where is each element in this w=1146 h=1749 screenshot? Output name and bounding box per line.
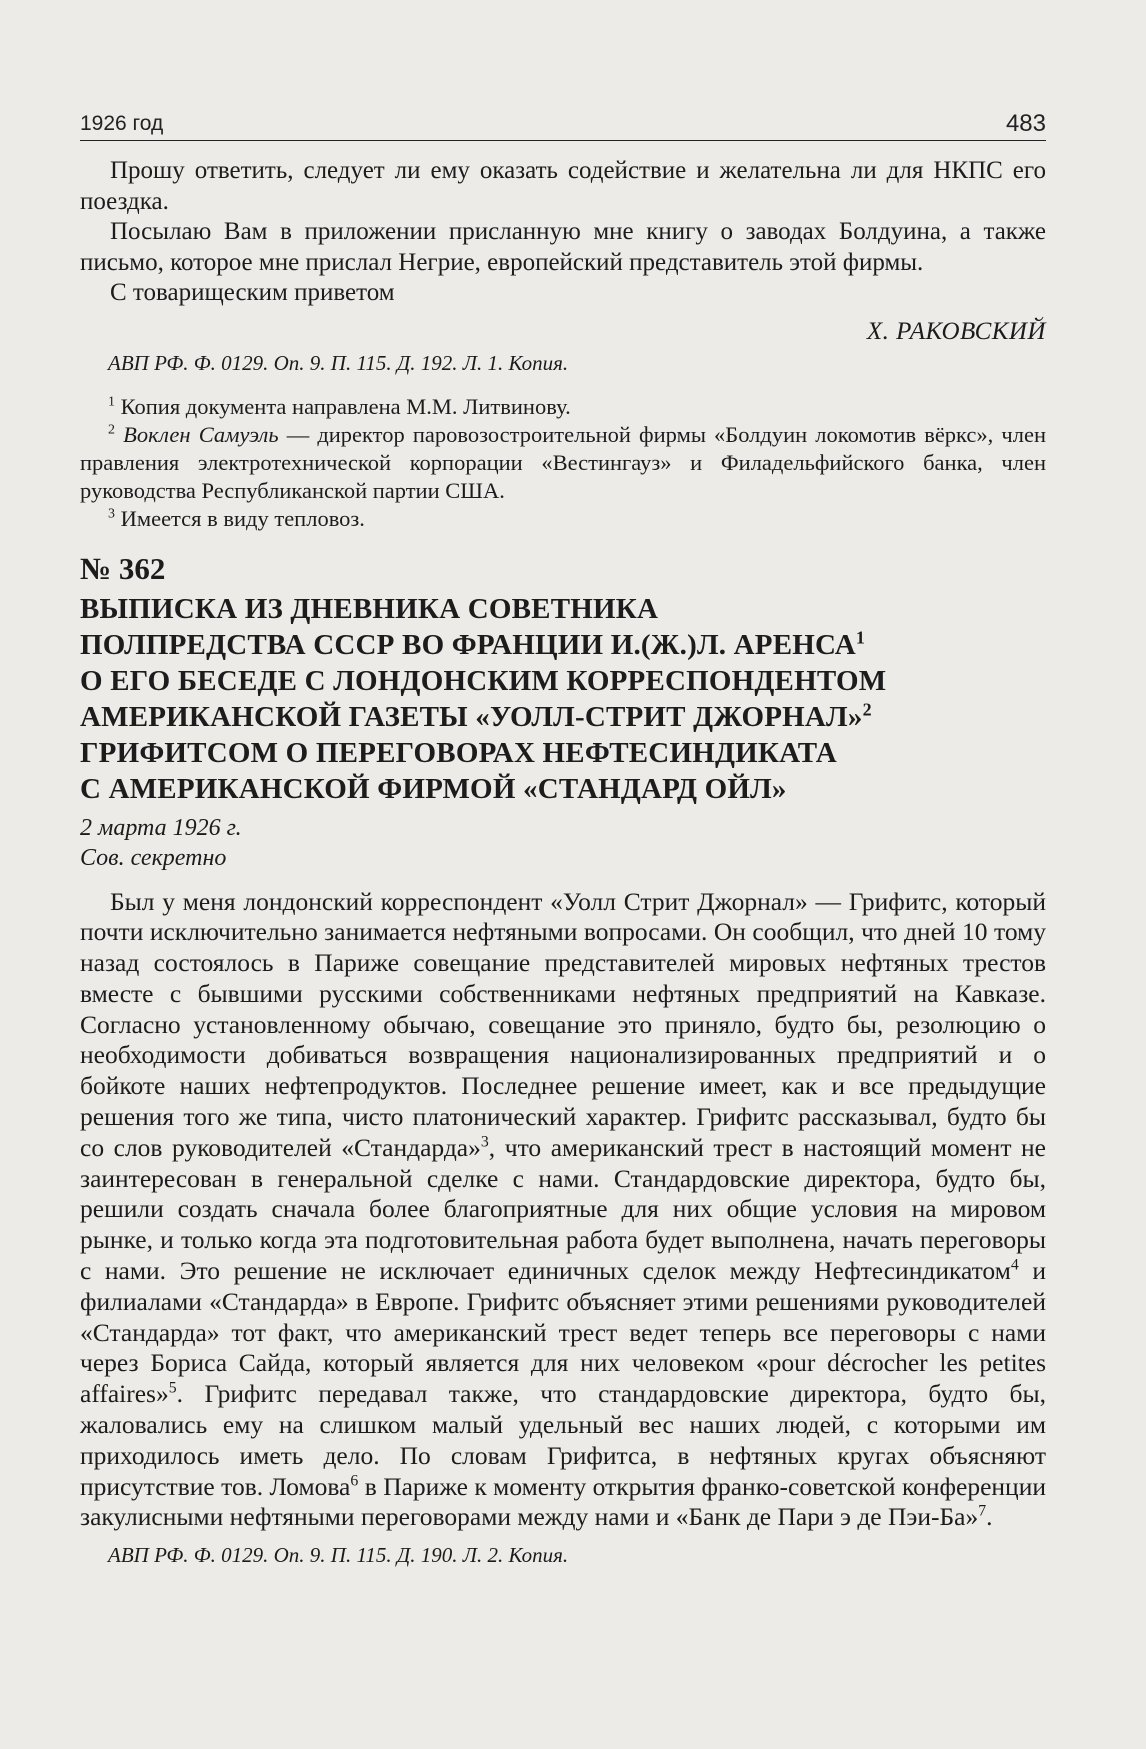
title-line-5-text: ГРИФИТСОМ О ПЕРЕГОВОРАХ НЕФТЕСИНДИКАТА <box>80 736 837 769</box>
closing-salutation: С товарищеским приветом <box>110 279 395 306</box>
main-text <box>80 887 1046 1534</box>
footnote-1-text: Копия документа направлена М.М. Литвинову. <box>120 393 571 419</box>
intro-paragraph-2: Посылаю Вам в приложении присланную мне книгу о заводах Болдуина, а также письмо, которое мне прислал Негрие, европейский представитель этой фирмы. <box>80 218 1046 276</box>
footnote-3-number: 3 <box>108 506 115 521</box>
title-line-3 <box>80 663 1046 699</box>
main-text-part-5: в Париже к моменту открытия франко-советской конференции закулисными нефтяными переговорами между нами и «Банк де Пари э де Пэи-Ба» <box>80 1471 1046 1532</box>
main-text-part-1: Был у меня лондонский корреспондент «Уолл Стрит Джорнал» — Грифитс, который почти исключительно занимается нефтяными вопросами. Он сообщил, что дней 10 тому назад состоялось в Париже совещание представителей мировых нефтяных трестов вместе с бывшими русскими собственниками нефтяных предприятий на Кавказе. Согласно установленному обычаю, совещание это приняло, будто бы, резолюцию о необходимости добиваться возвращения национализированных предприятий и о бойкоте наших нефтепродуктов. Последнее решение имеет, как и все предыдущие решения того же типа, чисто платонический характер. Грифитс рассказывал, будто бы со слов руководителей «Стандарда» <box>80 886 1046 1162</box>
main-footnote-4: 4 <box>1010 1256 1019 1274</box>
title-line-5 <box>80 735 1046 771</box>
footnote-3-text: Имеется в виду тепловоз. <box>120 505 365 531</box>
archive-source-2: АВП РФ. Ф. 0129. Оп. 9. П. 115. Д. 190. Л. 2. Копия. <box>108 1543 569 1568</box>
footnote-1 <box>80 393 1046 421</box>
document-number: № 362 <box>80 550 166 586</box>
document-title <box>80 591 1046 807</box>
classification-mark: Сов. секретно <box>80 844 227 871</box>
title-line-2 <box>80 627 1046 663</box>
footnote-2-name: Воклен Самуэль <box>123 421 279 447</box>
intro-paragraph-1: Прошу ответить, следует ли ему оказать содействие и желательна ли для НКПС его поездка. <box>80 157 1046 215</box>
title-line-6 <box>80 771 1046 807</box>
title-line-4-footnote: 2 <box>862 698 872 719</box>
page-number: 483 <box>1005 110 1046 137</box>
title-line-2-footnote: 1 <box>855 626 866 647</box>
running-head-year: 1926 год <box>80 112 164 135</box>
running-head <box>80 110 1046 141</box>
main-footnote-3: 3 <box>480 1133 489 1151</box>
main-footnote-5: 5 <box>168 1379 177 1397</box>
document-date: 2 марта 1926 г. <box>80 814 242 841</box>
main-text-part-6: . <box>986 1502 993 1532</box>
title-line-6-text: С АМЕРИКАНСКОЙ ФИРМОЙ «СТАНДАРД ОЙЛ» <box>80 772 787 805</box>
title-line-4 <box>80 699 1046 735</box>
main-text-part-2: , что американский трест в настоящий момент не заинтересован в генеральной сделке с нами. Стандардовские директора, будто бы, решили создать сначала более благоприятные для них общие условия на мировом рынке, и только когда эта подготовительная работа будет выполнена, начать переговоры с нами. Это решение не исключает единичных сделок между Нефтесиндикатом <box>80 1132 1046 1286</box>
signature: Х. РАКОВСКИЙ <box>866 317 1046 345</box>
footnote-3 <box>80 505 1046 533</box>
footnote-2 <box>80 421 1046 505</box>
archive-source-1: АВП РФ. Ф. 0129. Оп. 9. П. 115. Д. 192. Л. 1. Копия. <box>108 350 569 375</box>
main-footnote-6: 6 <box>350 1472 359 1490</box>
title-line-1-text: ВЫПИСКА ИЗ ДНЕВНИКА СОВЕТНИКА <box>80 592 659 625</box>
main-text-part-4: . Грифитс передавал также, что стандардовские директора, будто бы, жаловались ему на слишком малый удельный вес наших людей, с которыми им приходилось иметь дело. По словам Грифитса, в нефтяных кругах объясняют присутствие тов. Ломова <box>80 1379 1046 1501</box>
title-line-1 <box>80 591 1046 627</box>
footnote-1-number: 1 <box>108 394 115 409</box>
main-footnote-7: 7 <box>978 1502 987 1520</box>
title-line-4-text: АМЕРИКАНСКОЙ ГАЗЕТЫ «УОЛЛ-СТРИТ ДЖОРНАЛ» <box>80 700 863 733</box>
footnotes <box>80 393 1046 533</box>
footnote-2-text: — директор паровозостроительной фирмы «Болдуин локомотив вёркс», член правления электротехнической корпорации «Вестингауз» и Филадельфийского банка, член руководства Республиканской партии США. <box>80 421 1046 503</box>
page-content <box>80 156 1046 1569</box>
footnote-2-number: 2 <box>108 422 115 437</box>
title-line-2-text: ПОЛПРЕДСТВА СССР ВО ФРАНЦИИ И.(Ж.)Л. АРЕНСА <box>80 628 856 661</box>
main-paragraph <box>80 887 1046 1534</box>
main-text-part-3: и филиалами «Стандарда» в Европе. Грифитс объясняет этими решениями руководителей «Стандарда» тот факт, что американский трест ведет теперь все переговоры с нами через Бориса Сайда, который является для них человеком «pour décrocher les petites affaires» <box>80 1256 1046 1409</box>
title-line-3-text: О ЕГО БЕСЕДЕ С ЛОНДОНСКИМ КОРРЕСПОНДЕНТОМ <box>80 664 887 697</box>
